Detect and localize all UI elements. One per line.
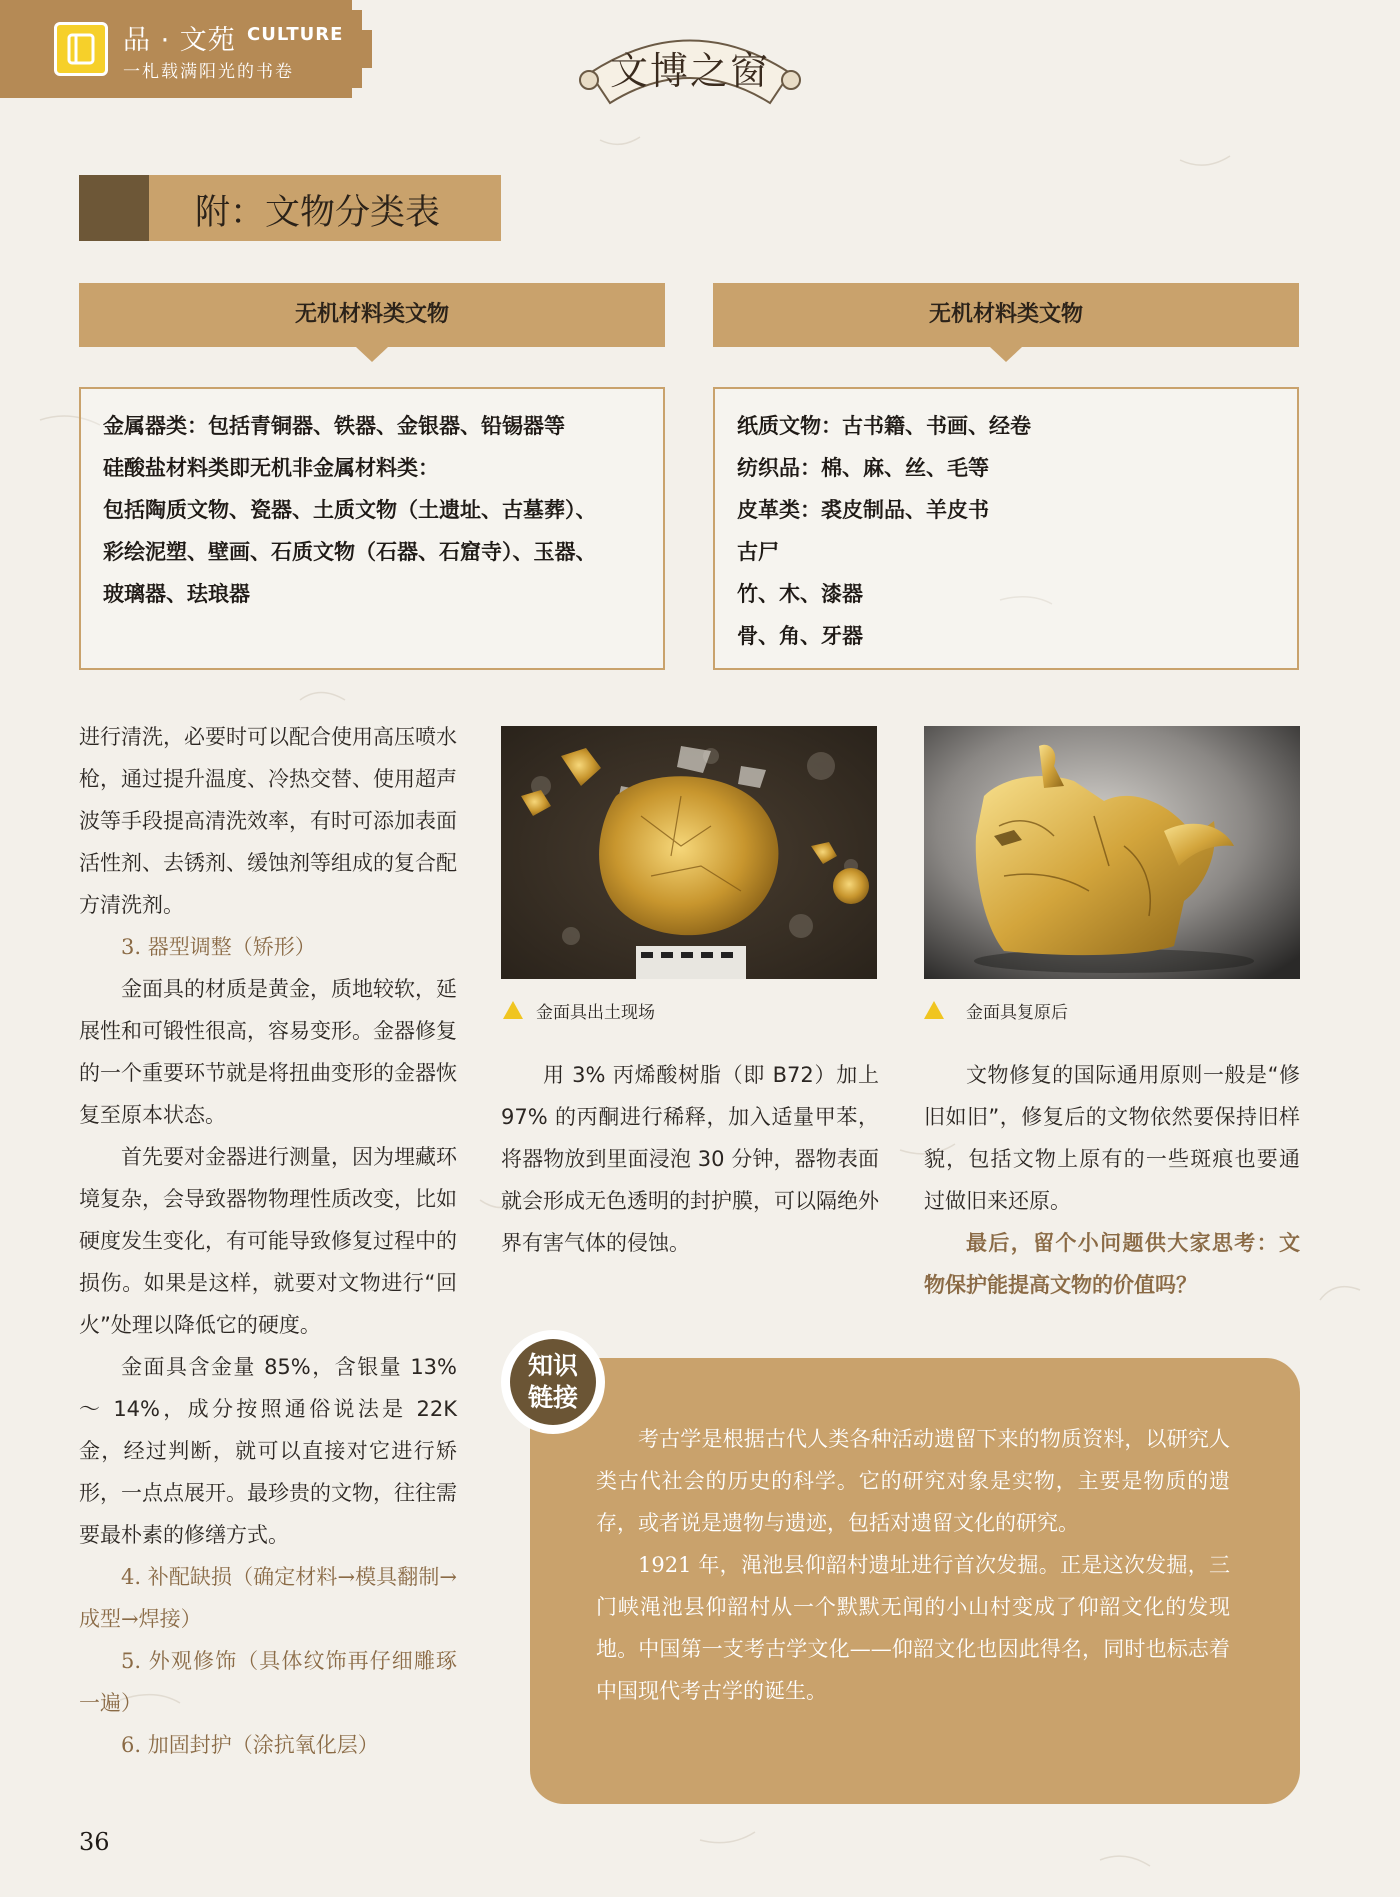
panel-heading-text: 无机材料类文物	[928, 302, 1083, 327]
panel-heading-organic	[713, 283, 1299, 347]
photo-caption: 金面具出土现场	[536, 1003, 655, 1023]
paragraph: 金面具含金量 85%，含银量 13% ～ 14%，成分按照通俗说法是 22K 金，经过判断，就可以直接对它进行矫形，一点点展开。最珍贵的文物，往往需要最朴素的修缮方式。	[79, 1355, 457, 1547]
column-title-en: CULTURE	[247, 24, 344, 45]
badge-line: 链接	[527, 1383, 578, 1412]
text-column-right	[924, 1054, 1300, 1306]
panel-item: 玻璃器、珐琅器	[103, 582, 250, 606]
book-icon	[54, 22, 108, 76]
panel-heading-inorganic	[79, 283, 665, 347]
column-subtitle: 一札载满阳光的书卷	[123, 62, 294, 82]
panel-notch	[990, 347, 1022, 362]
section-title-accent	[79, 175, 149, 241]
step-heading: 6. 加固封护（涂抗氧化层）	[121, 1733, 379, 1757]
paragraph: 用 3% 丙烯酸树脂（即 B72）加上 97% 的丙酮进行稀释，加入适量甲苯，将器物放到里面浸泡 30 分钟，器物表面就会形成无色透明的封护膜，可以隔绝外界有害气体的侵蚀。	[501, 1063, 879, 1255]
knowledge-text	[596, 1418, 1230, 1712]
closing-question: 最后，留个小问题供大家思考：文物保护能提高文物的价值吗？	[924, 1230, 1300, 1297]
panel-item: 皮革类：裘皮制品、羊皮书	[737, 498, 989, 522]
step-heading: 4. 补配缺损（确定材料→模具翻制→成型→焊接）	[79, 1565, 457, 1631]
scroll-badge-text: 文博之窗	[609, 49, 770, 93]
step-heading: 3. 器型调整（矫形）	[121, 935, 316, 959]
photo-mask-restored	[924, 726, 1300, 979]
knowledge-box	[530, 1358, 1300, 1804]
paragraph: 1921 年，渑池县仰韶村遗址进行首次发掘。正是这次发掘，三门峡渑池县仰韶村从一个默默无闻的小山村变成了仰韶文化的发现地。中国第一支考古学文化——仰韶文化也因此得名，同时也标志着中国现代考古学的诞生。	[596, 1553, 1230, 1703]
panel-item: 包括陶质文物、瓷器、土质文物（土遗址、古墓葬）、	[103, 498, 597, 522]
panel-item: 彩绘泥塑、壁画、石质文物（石器、石窟寺）、玉器、	[103, 540, 597, 564]
caption-triangle-icon	[924, 1001, 944, 1019]
text-column-middle	[501, 1054, 879, 1264]
text-column-left	[79, 716, 457, 1766]
panel-box-organic	[713, 387, 1299, 670]
knowledge-badge	[501, 1330, 605, 1434]
column-title: 品 · 文苑	[123, 25, 236, 56]
paragraph: 首先要对金器进行测量，因为埋藏环境复杂，会导致器物物理性质改变，比如硬度发生变化，有可能导致修复过程中的损伤。如果是这样，就要对文物进行“回火”处理以降低它的硬度。	[79, 1145, 457, 1337]
panel-item: 古尸	[737, 540, 779, 564]
panel-notch	[356, 347, 388, 362]
step-heading: 5. 外观修饰（具体纹饰再仔细雕琢一遍）	[79, 1649, 457, 1715]
section-title-bar	[79, 175, 501, 241]
photo-caption: 金面具复原后	[966, 1003, 1068, 1023]
paragraph: 考古学是根据古代人类各种活动遗留下来的物质资料，以研究人类古代社会的历史的科学。它的研究对象是实物，主要是物质的遗存，或者说是遗物与遗迹，包括对遗留文化的研究。	[596, 1427, 1230, 1535]
panel-item: 纺织品：棉、麻、丝、毛等	[737, 456, 989, 480]
panel-item: 金属器类：包括青铜器、铁器、金银器、铅锡器等	[103, 414, 565, 438]
panel-item: 骨、角、牙器	[737, 624, 863, 648]
panel-item: 硅酸盐材料类即无机非金属材料类：	[103, 456, 439, 480]
caption-triangle-icon	[503, 1001, 523, 1019]
panel-box-inorganic	[79, 387, 665, 670]
panel-item: 竹、木、漆器	[737, 582, 863, 606]
panel-item: 纸质文物：古书籍、书画、经卷	[737, 414, 1031, 438]
photo-mask-excavation	[501, 726, 877, 979]
badge-line: 知识	[527, 1351, 578, 1380]
paragraph: 文物修复的国际通用原则一般是“修旧如旧”，修复后的文物依然要保持旧样貌，包括文物上原有的一些斑痕也要通过做旧来还原。	[924, 1063, 1300, 1213]
paragraph: 进行清洗，必要时可以配合使用高压喷水枪，通过提升温度、冷热交替、使用超声波等手段提高清洗效率，有时可添加表面活性剂、去锈剂、缓蚀剂等组成的复合配方清洗剂。	[79, 725, 457, 917]
scroll-badge	[575, 18, 805, 128]
page-number: 36	[79, 1828, 110, 1856]
panel-heading-text: 无机材料类文物	[294, 302, 449, 327]
paragraph: 金面具的材质是黄金，质地较软，延展性和可锻性很高，容易变形。金器修复的一个重要环节就是将扭曲变形的金器恢复至原本状态。	[79, 977, 457, 1127]
section-title: 附：文物分类表	[195, 193, 441, 233]
knowledge-badge-label	[510, 1339, 596, 1425]
